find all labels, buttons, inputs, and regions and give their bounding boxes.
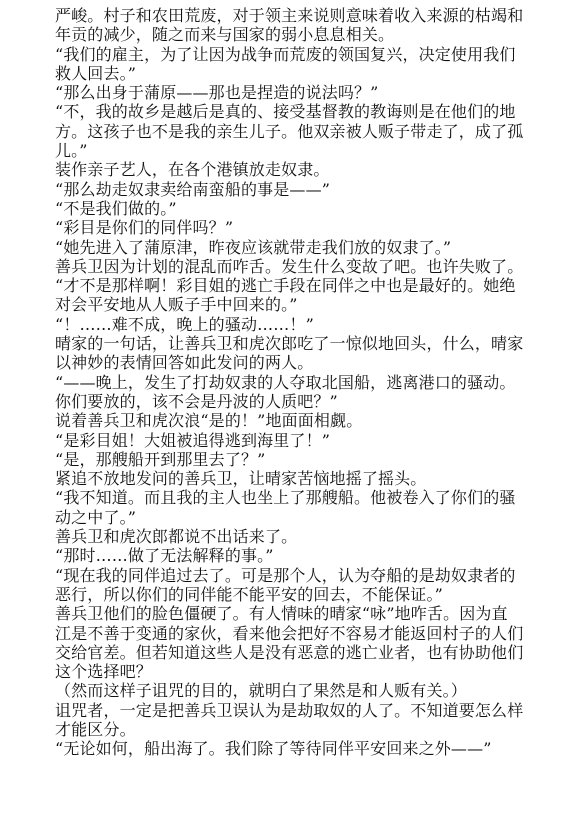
- text-line: “是，那艘船开到那里去了？”: [55, 449, 266, 469]
- text-line: “那么劫走奴隶卖给南蛮船的事是——”: [55, 179, 331, 199]
- text-line: 善兵卫因为计划的混乱而咋舌。发生什么变故了吧。也许失败了。: [55, 256, 524, 276]
- text-line: 才能区分。: [55, 719, 136, 739]
- text-line: “彩目是你们的同伴吗？”: [55, 218, 234, 238]
- text-line: 儿。”: [55, 141, 88, 161]
- text-line: 善兵卫和虎次郎都说不出话来了。: [55, 527, 298, 547]
- text-line: 对会平安地从人贩子手中回来的。”: [55, 295, 298, 315]
- text-line: “现在我的同伴追过去了。可是那个人，认为夺船的是劫奴隶者的: [55, 565, 516, 585]
- text-line: 交给官差。但若知道这些人是没有恶意的逃亡业者，也有协助他们: [55, 642, 524, 662]
- text-line: 恶行，所以你们的同伴能不能平安的回去，不能保证。”: [55, 584, 443, 604]
- text-line: 你们要放的，该不会是丹波的人质吧？”: [55, 391, 338, 411]
- text-line: “是彩目姐！大姐被追得逃到海里了！”: [55, 430, 331, 450]
- text-line: 晴家的一句话，让善兵卫和虎次郎吃了一惊似地回头，什么，晴家: [55, 334, 524, 354]
- text-line: （然而这样子诅咒的目的，就明白了果然是和人贩有关。）: [55, 681, 467, 701]
- text-line: 这个选择吧？: [55, 662, 152, 682]
- text-line: 年贡的减少，随之而来与国家的弱小息息相关。: [55, 25, 395, 45]
- text-line: “那时……做了无法解释的事。”: [55, 546, 274, 566]
- text-line: 救人回去。”: [55, 63, 137, 83]
- text-line: 善兵卫他们的脸色僵硬了。有人情味的晴家“咏”地咋舌。因为直: [55, 604, 508, 624]
- text-line: “无论如何，船出海了。我们除了等待同伴平安回来之外——”: [55, 739, 492, 759]
- text-line: 以神妙的表情回答如此发问的两人。: [55, 353, 314, 373]
- text-line: 动之中了。”: [55, 507, 137, 527]
- text-line: 严峻。村子和农田荒废，对于领主来说则意味着收入来源的枯竭和: [55, 6, 524, 25]
- text-line: “——晚上，发生了打劫奴隶的人夺取北国船，逃离港口的骚动。: [55, 372, 516, 392]
- text-line: 江是不善于变通的家伙，看来他会把好不容易才能返回村子的人们: [55, 623, 524, 643]
- text-line: 说着善兵卫和虎次浪“是的！”地面面相觑。: [55, 411, 363, 431]
- text-line: “我不知道。而且我的主人也坐上了那艘船。他被卷入了你们的骚: [55, 488, 516, 508]
- text-line: “她先进入了蒲原津，昨夜应该就带走我们放的奴隶了。”: [55, 237, 452, 257]
- text-line: 装作亲子艺人，在各个港镇放走奴隶。: [55, 160, 330, 180]
- text-line: “才不是那样啊！彩目姐的逃亡手段在同伴之中也是最好的。她绝: [55, 276, 516, 296]
- text-line: “不，我的故乡是越后是真的、接受基督教的教诲则是在他们的地: [55, 102, 516, 122]
- text-line: 诅咒者，一定是把善兵卫误认为是劫取奴的人了。不知道要怎么样: [55, 700, 524, 720]
- text-line: “不是我们做的。”: [55, 198, 177, 218]
- text-line: “我们的雇主，为了让因为战争而荒废的领国复兴，决定使用我们: [55, 44, 516, 64]
- text-line: 方。这孩子也不是我的亲生儿子。他双亲被人贩子带走了，成了孤: [55, 121, 524, 141]
- text-line: “！……难不成，晚上的骚动……！”: [55, 314, 314, 334]
- text-line: 紧追不放地发问的善兵卫，让晴家苦恼地摇了摇头。: [55, 469, 427, 489]
- text-line: “那么出身于蒲原——那也是捏造的说法吗？”: [55, 83, 379, 103]
